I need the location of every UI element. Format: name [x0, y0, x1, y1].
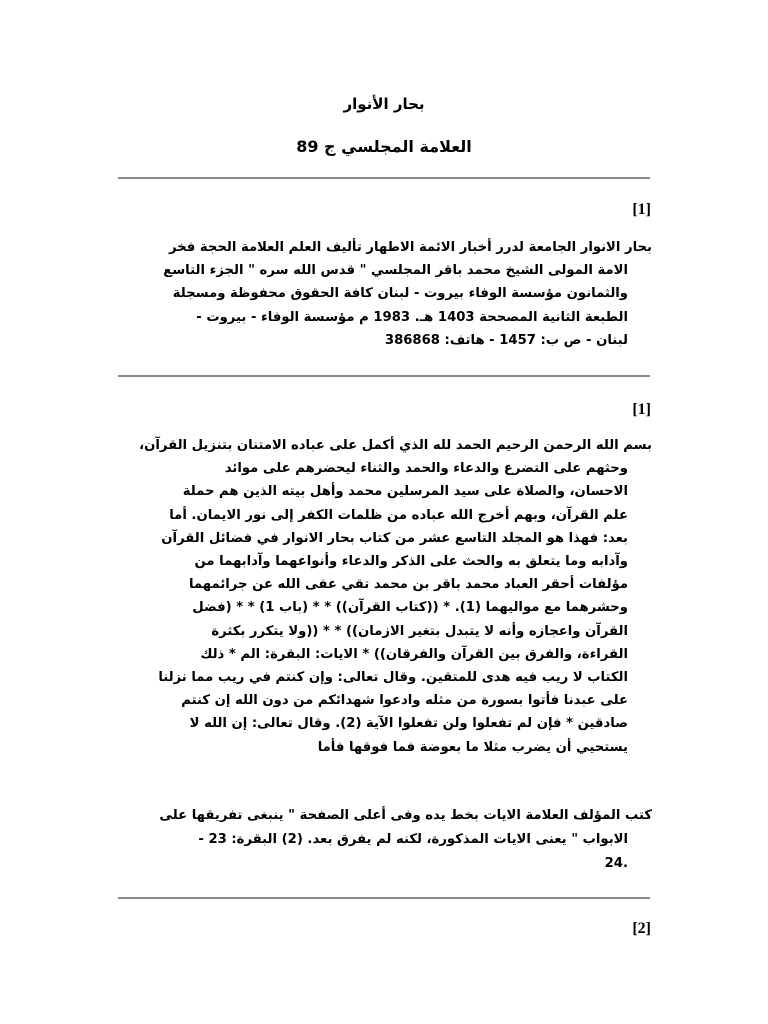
text-line: القراءة، والفرق بين القرآن والفرقان)) * الايات: البقرة: الم * ذلك [200, 646, 628, 662]
text-line: صادقين * فإن لم تفعلوا ولن تفعلوا الآية (2). وقال تعالى: إن الله لا [189, 716, 628, 732]
book-title: بحار الأنوار [343, 95, 425, 113]
divider [118, 177, 650, 179]
text-line: مؤلفات أحقر العباد محمد باقر بن محمد تقي عفى الله عن جرائمهما [188, 577, 628, 593]
text-line: وحثهم على التضرع والدعاء والحمد والثناء ليحضرهم على موائد [224, 461, 628, 477]
text-line: الكتاب لا ريب فيه هدى للمتقين. وقال تعالى: وإن كنتم في ريب مما نزلنا [158, 670, 628, 686]
text-line: القرآن واعجازه وأنه لا يتبدل بتغير الازمان)) * * ((ولا يتكرر بكثرة [211, 623, 628, 639]
text-line: الابواب " يعنى الايات المذكورة، لكنه لم يفرق بعد. (2) البقرة: 23 - [198, 832, 628, 847]
text-line: بحار الانوار الجامعة لدرر أخبار الائمة الاطهار تأليف العلم العلامة الحجة فخر [168, 240, 652, 255]
text-line: والثمانون مؤسسة الوفاء بيروت - لبنان كافة الحقوق محفوظة ومسجلة [172, 286, 628, 302]
text-line: وحشرهما مع مواليهما (1). * ((كتاب القرآن)) * * (باب 1) * * (فضل [192, 600, 628, 616]
text-line: .24 [604, 856, 628, 871]
text-line: لبنان - ص ب: 1457 - هاتف: 386868 [384, 332, 628, 348]
text-line: كتب المؤلف العلامة الايات بخط يده وفى أعلى الصفحة " ينبغى تفريقها على [159, 808, 652, 823]
text-line: يستحيي أن يضرب مثلا ما بعوضة فما فوقها فأما [317, 739, 628, 755]
text-line: الطبعة الثانية المصححة 1403 هـ. 1983 م مؤسسة الوفاء - بيروت - [196, 309, 628, 325]
divider [118, 897, 650, 899]
text-line: على عبدنا فأتوا بسورة من مثله وادعوا شهدائكم من دون الله إن كنتم [181, 693, 628, 709]
page-reference: [2] [632, 920, 651, 937]
divider [118, 375, 650, 377]
footnote [112, 804, 652, 876]
author-volume: العلامة المجلسي ج 89 [296, 137, 472, 156]
text-line: علم القرآن، وبهم أخرج الله عباده من ظلمات الكفر إلى نور الايمان. أما [169, 507, 628, 523]
text-line: بعد: فهذا هو المجلد التاسع عشر من كتاب بحار الانوار في فضائل القرآن [161, 530, 628, 546]
page-reference: [1] [632, 401, 651, 418]
text-line: الاحسان، والصلاة على سيد المرسلين محمد وأهل بيته الذين هم حملة [182, 484, 628, 500]
text-line: بسم الله الرحمن الرحيم الحمد لله الذي أكمل على عباده الامتنان بتنزيل القرآن، [139, 438, 652, 453]
text-line: وآدابه وما يتعلق به والحث على الذكر والدعاء وأنواعهما وآدابهما من [194, 554, 628, 570]
main-text [112, 434, 652, 759]
page-reference: [1] [632, 201, 651, 218]
text-line: الامة المولى الشيخ محمد باقر المجلسي " قدس الله سره " الجزء التاسع [163, 263, 628, 279]
publication-info [112, 236, 652, 352]
